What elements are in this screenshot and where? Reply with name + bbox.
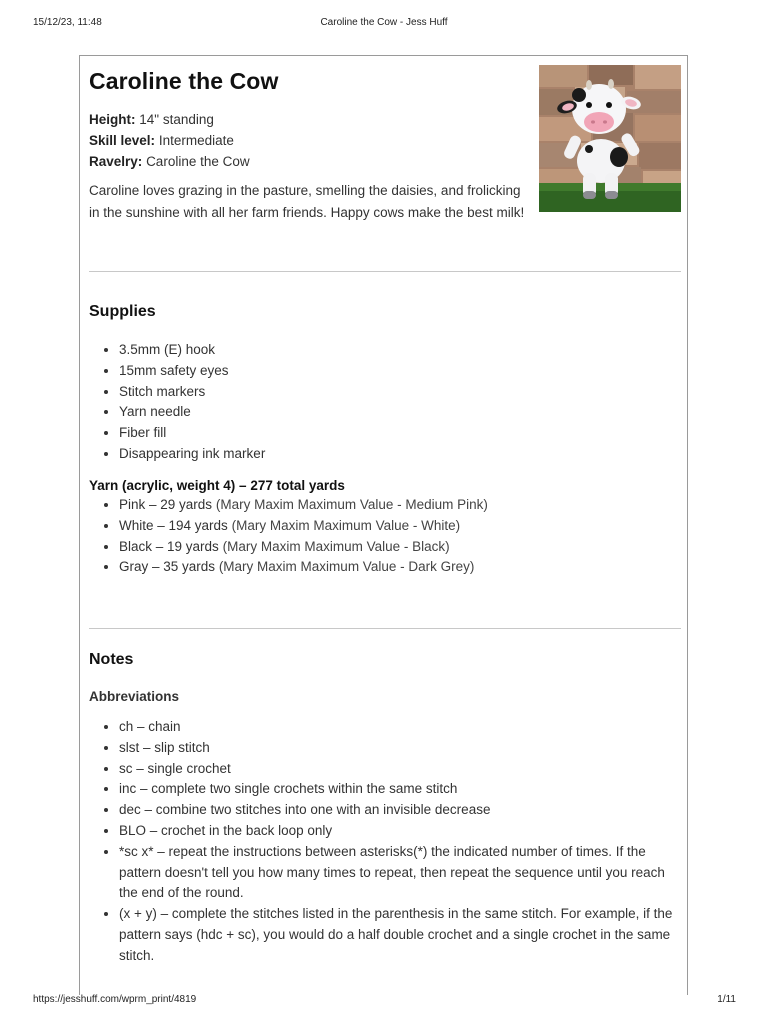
list-item: • ch – chain xyxy=(119,717,681,738)
meta-value: 14" standing xyxy=(139,112,214,127)
list-item: • 15mm safety eyes xyxy=(119,361,265,382)
list-item xyxy=(119,557,488,578)
print-footer xyxy=(0,994,768,1008)
yarn-amount: White – 194 yards xyxy=(119,517,228,533)
list-item: • Disappearing ink marker xyxy=(119,444,265,465)
meta-value: Intermediate xyxy=(158,133,234,148)
meta-label: Skill level: xyxy=(89,133,156,148)
supplies-list xyxy=(89,340,265,465)
list-item xyxy=(119,495,488,516)
meta-height xyxy=(89,109,250,130)
list-item: • 3.5mm (E) hook xyxy=(119,340,265,361)
list-item: • (x + y) – complete the stitches listed in the parenthesis in the same stitch. For example, if the pattern says (hdc + sc), you would do a half double crochet and a single crochet in the same stitch. xyxy=(119,904,681,966)
print-url: https://jesshuff.com/wprm_print/4819 xyxy=(33,994,197,1005)
cow-plush-photo xyxy=(539,65,681,212)
list-item: • BLO – crochet in the back loop only xyxy=(119,821,681,842)
yarn-amount: Pink – 29 yards xyxy=(119,497,213,512)
notes-heading: Notes xyxy=(89,651,134,668)
recipe-meta xyxy=(89,109,250,172)
supplies-heading: Supplies xyxy=(89,303,156,320)
recipe-summary: Caroline loves grazing in the pasture, smelling the daisies, and frolicking in the sunshine with all her farm friends. Happy cows make the best milk! xyxy=(89,183,525,220)
yarn-amount: Gray – 35 yards xyxy=(119,559,216,575)
meta-skill-level xyxy=(89,130,250,151)
meta-label: Ravelry: xyxy=(89,154,143,169)
list-item: • Yarn needle xyxy=(119,402,265,423)
abbreviations-heading: Abbreviations xyxy=(89,689,180,704)
list-item: • Fiber fill xyxy=(119,423,265,444)
list-item: • Stitch markers xyxy=(119,382,265,403)
list-item: • *sc x* – repeat the instructions between asterisks(*) the indicated number of times. If the pattern doesn't tell you how many times to repeat, then repeat the sequence until you reach the end of the round. xyxy=(119,842,681,904)
yarn-amount: Black – 19 yards xyxy=(119,538,219,554)
print-datetime: 15/12/23, 11:48 xyxy=(33,17,102,28)
list-item: • dec – combine two stitches into one with an invisible decrease xyxy=(119,800,681,821)
list-item xyxy=(119,516,488,537)
meta-label: Height: xyxy=(89,112,136,127)
recipe-card xyxy=(79,55,688,995)
list-item: • sc – single crochet xyxy=(119,759,681,780)
print-page-number: 1/11 xyxy=(717,994,736,1005)
abbreviations-list xyxy=(89,717,681,967)
meta-value: Caroline the Cow xyxy=(146,154,250,169)
list-item: • inc – complete two single crochets within the same stitch xyxy=(119,779,681,800)
divider xyxy=(89,628,681,629)
print-page-title: Caroline the Cow - Jess Huff xyxy=(320,17,448,28)
meta-ravelry xyxy=(89,151,250,172)
divider xyxy=(89,271,681,272)
yarn-list xyxy=(89,495,488,578)
list-item xyxy=(119,537,488,558)
yarn-note: (Mary Maxim Maximum Value - Dark Grey) xyxy=(218,559,475,575)
yarn-note: (Mary Maxim Maximum Value - White) xyxy=(231,517,461,533)
yarn-note: (Mary Maxim Maximum Value - Black) xyxy=(222,538,450,554)
yarn-note: (Mary Maxim Maximum Value - Medium Pink) xyxy=(215,497,488,512)
print-header xyxy=(0,17,768,31)
recipe-title: Caroline the Cow xyxy=(89,68,279,94)
list-item: • slst – slip stitch xyxy=(119,738,681,759)
yarn-group-title: Yarn (acrylic, weight 4) – 277 total yards xyxy=(89,478,345,493)
